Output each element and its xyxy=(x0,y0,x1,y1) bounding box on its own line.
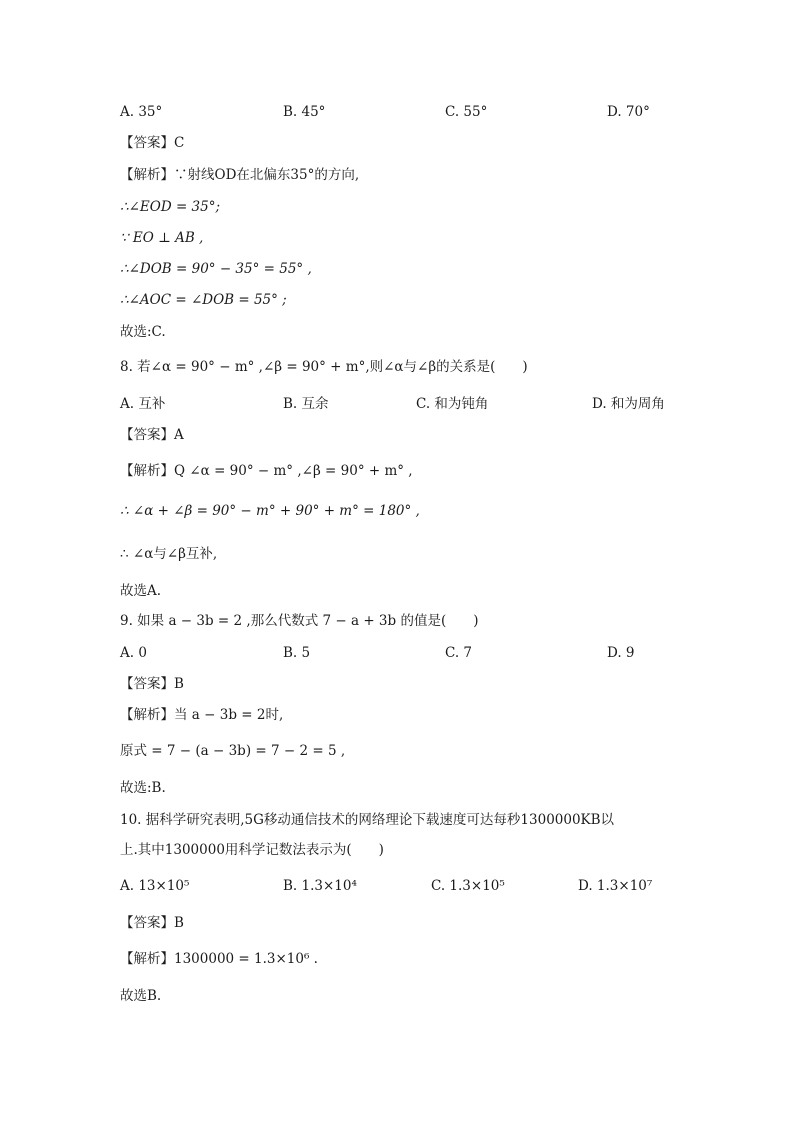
q8-answer: 【答案】A xyxy=(120,427,184,443)
q10-option-b: B. 1.3×10⁴ xyxy=(283,878,357,894)
q7-analysis-line-3: ∵ EO ⊥ AB , xyxy=(120,230,204,246)
q10-option-a: A. 13×10⁵ xyxy=(120,878,190,894)
q8-option-b: B. 互余 xyxy=(283,396,329,412)
q7-option-c: C. 55° xyxy=(445,104,488,120)
q7-conclusion: 故选:C. xyxy=(120,324,166,340)
q7-option-b: B. 45° xyxy=(283,104,326,120)
q8-option-d: D. 和为周角 xyxy=(592,396,665,412)
q8-question: 8. 若∠α = 90° − m° ,∠β = 90° + m°,则∠α与∠β的关系是( ) xyxy=(120,359,528,375)
q7-answer: 【答案】C xyxy=(120,135,185,151)
q7-option-d: D. 70° xyxy=(607,104,650,120)
q9-analysis-line-1: 【解析】当 a − 3b = 2时, xyxy=(120,707,284,723)
q9-option-d: D. 9 xyxy=(607,645,635,661)
q10-conclusion: 故选B. xyxy=(120,988,162,1004)
q9-option-b: B. 5 xyxy=(283,645,311,661)
q8-conclusion: 故选A. xyxy=(120,583,162,599)
q9-question: 9. 如果 a − 3b = 2 ,那么代数式 7 − a + 3b 的值是( ) xyxy=(120,613,479,629)
q8-analysis-line-1: 【解析】Q ∠α = 90° − m° ,∠β = 90° + m° , xyxy=(120,463,413,479)
q7-options xyxy=(120,102,720,122)
q9-conclusion: 故选:B. xyxy=(120,780,166,796)
q10-options xyxy=(120,876,720,896)
q9-analysis-line-2: 原式 = 7 − (a − 3b) = 7 − 2 = 5 , xyxy=(120,743,346,759)
q9-option-a: A. 0 xyxy=(120,645,147,661)
q9-answer: 【答案】B xyxy=(120,676,184,692)
q10-question-line-1: 10. 据科学研究表明,5G移动通信技术的网络理论下载速度可达每秒1300000KB以 xyxy=(120,812,615,828)
q10-question-line-2: 上.其中1300000用科学记数法表示为( ) xyxy=(120,842,384,858)
q10-analysis-line-1: 【解析】1300000 = 1.3×10⁶ . xyxy=(120,951,318,967)
q10-answer: 【答案】B xyxy=(120,915,184,931)
q9-options xyxy=(120,643,720,663)
q8-option-c: C. 和为钝角 xyxy=(416,396,489,412)
q10-option-d: D. 1.3×10⁷ xyxy=(578,878,653,894)
q10-option-c: C. 1.3×10⁵ xyxy=(431,878,505,894)
q7-analysis-line-2: ∴∠EOD = 35°; xyxy=(120,199,221,215)
q7-analysis-line-4: ∴∠DOB = 90° − 35° = 55° , xyxy=(120,261,312,277)
q7-analysis-line-1: 【解析】∵射线OD在北偏东35°的方向, xyxy=(120,167,360,183)
q9-option-c: C. 7 xyxy=(445,645,473,661)
q7-option-a: A. 35° xyxy=(120,104,163,120)
q8-analysis-line-2: ∴ ∠α + ∠β = 90° − m° + 90° + m° = 180° , xyxy=(120,503,420,519)
q7-analysis-line-5: ∴∠AOC = ∠DOB = 55° ; xyxy=(120,292,287,308)
q8-option-a: A. 互补 xyxy=(120,396,166,412)
q8-analysis-line-3: ∴ ∠α与∠β互补, xyxy=(120,546,218,562)
q8-options xyxy=(120,394,720,414)
